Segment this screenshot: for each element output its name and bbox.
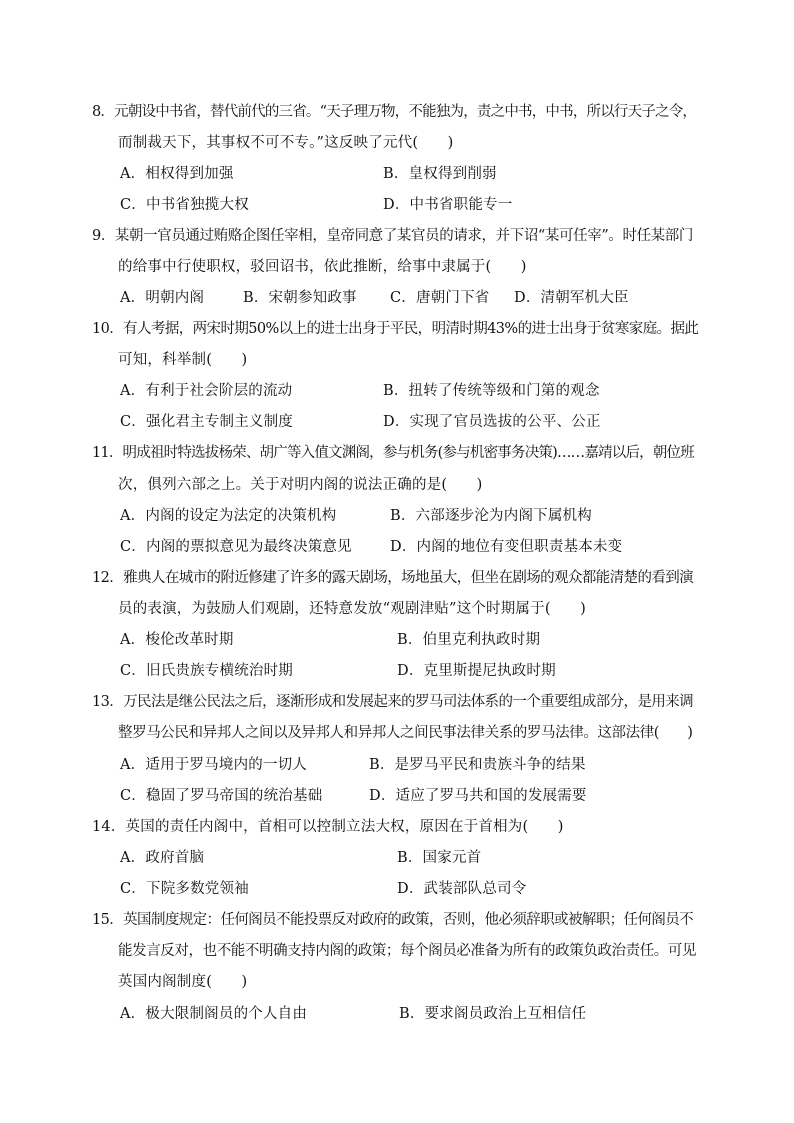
option-d: D．适应了罗马共和国的发展需要 <box>369 788 587 804</box>
option-b: B．国家元首 <box>397 850 482 866</box>
option-b: B．伯里克利执政时期 <box>397 632 541 648</box>
option-c: C．内阁的票拟意见为最终决策意见 <box>120 539 352 555</box>
option-a: A．梭伦改革时期 <box>120 632 234 648</box>
question-stem-line: 的给事中行使职权，驳回诏书，依此推断，给事中隶属于( ) <box>118 259 527 275</box>
option-c: C．强化君主专制主义制度 <box>120 414 293 430</box>
question-stem-line: 英国内阁制度( ) <box>118 974 248 990</box>
option-a: A．极大限制阁员的个人自由 <box>120 1006 308 1022</box>
question-stem-line: 而制裁天下，其事权不可不专。”这反映了元代( ) <box>118 135 454 151</box>
option-c: C．旧氏贵族专横统治时期 <box>120 663 293 679</box>
question-stem-line: 次，俱列六部之上。关于对明内阁的说法正确的是( ) <box>118 477 483 493</box>
option-a: A．政府首脑 <box>120 850 205 866</box>
option-d: D．武装部队总司令 <box>397 881 527 897</box>
question-stem-line: 8．元朝设中书省，替代前代的三省。“天子理万物，不能独为，责之中书，中书，所以行天子之令， <box>92 104 697 120</box>
option-d: D．实现了官员选拔的公平、公正 <box>383 414 601 430</box>
option-b: B．六部逐步沦为内阁下属机构 <box>390 508 592 524</box>
question-stem-line: 15．英国制度规定：任何阁员不能投票反对政府的政策，否则，他必须辞职或被解职；任何阁员不 <box>92 912 694 928</box>
question-stem-line: 9．某朝一官员通过贿赂企图任宰相，皇帝同意了某官员的请求，并下诏“某可任宰”。时任某部门 <box>92 228 693 244</box>
option-c: C．稳固了罗马帝国的统治基础 <box>120 788 323 804</box>
option-b: B．宋朝参知政事 <box>243 290 357 306</box>
question-stem-line: 可知，科举制( ) <box>118 352 248 368</box>
option-d: D．中书省职能专一 <box>383 197 513 213</box>
question-stem-line: 12．雅典人在城市的附近修建了许多的露天剧场，场地虽大，但坐在剧场的观众都能清楚的看到演 <box>92 570 694 586</box>
option-a: A．相权得到加强 <box>120 166 234 182</box>
option-c: C．唐朝门下省 <box>390 290 490 306</box>
question-stem-line: 能发言反对，也不能不明确支持内阁的政策；每个阁员必准备为所有的政策负政治责任。可见 <box>118 943 697 959</box>
option-b: B．扭转了传统等级和门第的观念 <box>383 383 600 399</box>
question-stem-line: 10．有人考据，两宋时期50%以上的进士出身于平民，明清时期43%的进士出身于贫寒家庭。据此 <box>92 321 699 337</box>
option-a: A．明朝内阁 <box>120 290 205 306</box>
question-stem-line: 13．万民法是继公民法之后，逐渐形成和发展起来的罗马司法体系的一个重要组成部分，是用来调 <box>92 694 694 710</box>
option-a: A．有利于社会阶层的流动 <box>120 383 293 399</box>
option-a: A．内阁的设定为法定的决策机构 <box>120 508 337 524</box>
option-a: A．适用于罗马境内的一切人 <box>120 757 308 773</box>
question-stem-line: 14．英国的责任内阁中，首相可以控制立法大权，原因在于首相为( ) <box>92 819 564 835</box>
option-d: D．清朝军机大臣 <box>514 290 629 306</box>
option-b: B．要求阁员政治上互相信任 <box>399 1006 587 1022</box>
question-stem-line: 员的表演，为鼓励人们观剧，还特意发放“观剧津贴”这个时期属于( ) <box>118 601 586 617</box>
option-d: D．克里斯提尼执政时期 <box>397 663 556 679</box>
option-b: B．皇权得到削弱 <box>383 166 497 182</box>
question-stem-line: 整罗马公民和异邦人之间以及异邦人和异邦人之间民事法律关系的罗马法律。这部法律( ) <box>118 725 693 741</box>
option-d: D．内阁的地位有变但职责基本未变 <box>390 539 623 555</box>
option-b: B．是罗马平民和贵族斗争的结果 <box>369 757 586 773</box>
question-stem-line: 11．明成祖时特选拔杨荣、胡广等入值文渊阁，参与机务(参与机密事务决策)……嘉靖以后，朝位班 <box>92 445 694 461</box>
option-c: C．中书省独揽大权 <box>120 197 249 213</box>
option-c: C．下院多数党领袖 <box>120 881 249 897</box>
